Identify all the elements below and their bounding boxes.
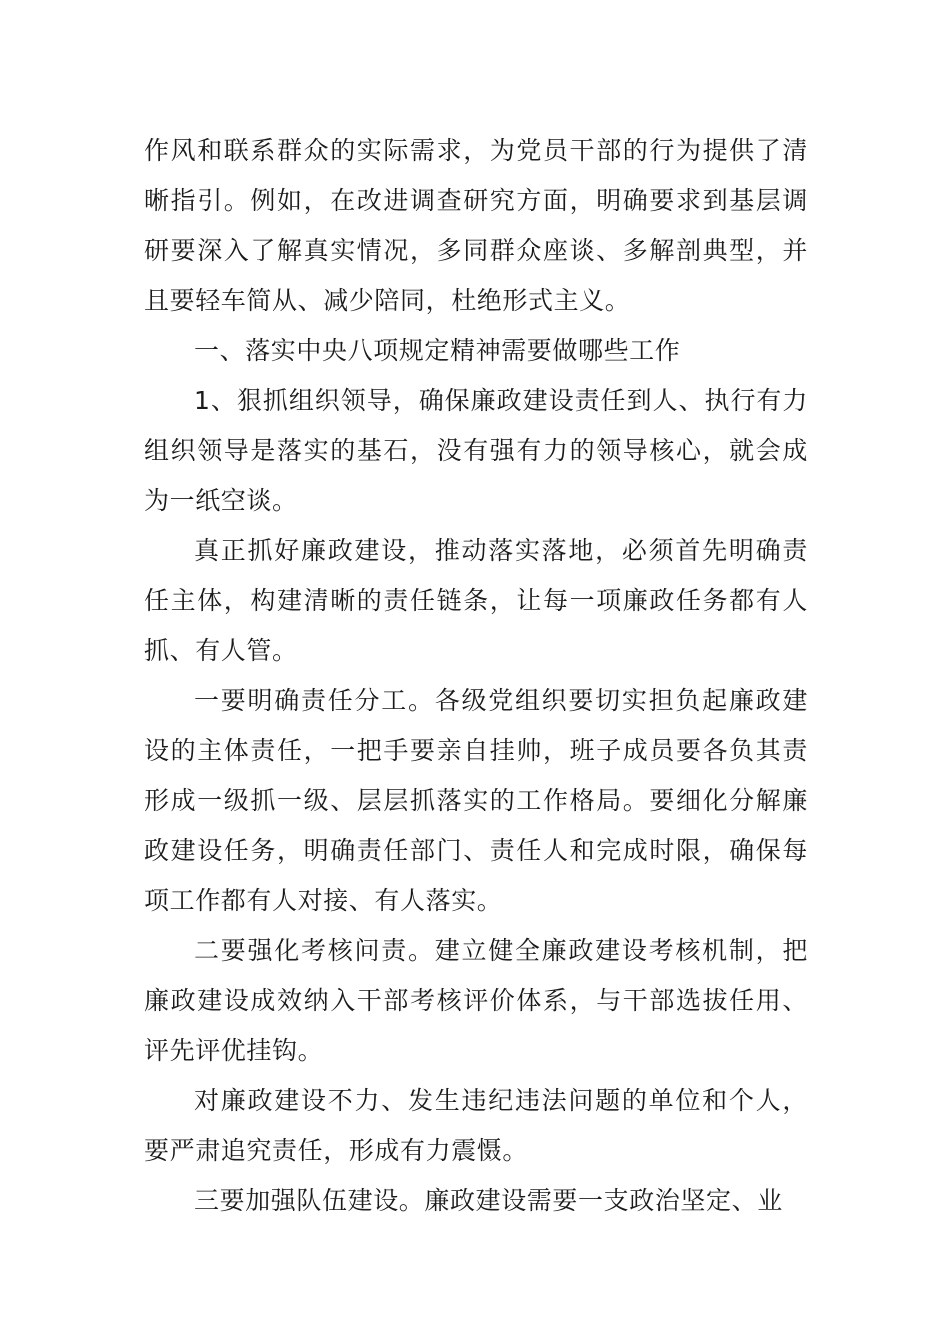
- paragraph: 三要加强队伍建设。廉政建设需要一支政治坚定、业: [194, 1186, 783, 1215]
- paragraph: 作风和联系群众的实际需求，为党员干部的行为提供了清晰指引。例如，在改进调查研究方面，明确要求到基层调研要深入了解真实情况，多同群众座谈、多解剖典型，并且要轻车简从、减少陪同，杜绝形式主义。: [144, 136, 808, 315]
- paragraph: 一要明确责任分工。各级党组织要切实担负起廉政建设的主体责任，一把手要亲自挂帅，班子成员要各负其责形成一级抓一级、层层抓落实的工作格局。要细化分解廉政建设任务，明确责任部门、责任人和完成时限，确保每项工作都有人对接、有人落实。: [144, 686, 808, 915]
- paragraph: 二要强化考核问责。建立健全廉政建设考核机制，把廉政建设成效纳入干部考核评价体系，与干部选拔任用、评先评优挂钩。: [144, 936, 808, 1065]
- paragraph: 1、狠抓组织领导，确保廉政建设责任到人、执行有力组织领导是落实的基石，没有强有力的领导核心，就会成为一纸空谈。: [144, 386, 808, 515]
- document-body: [144, 126, 808, 1226]
- paragraph: 真正抓好廉政建设，推动落实落地，必须首先明确责任主体，构建清晰的责任链条，让每一项廉政任务都有人抓、有人管。: [144, 536, 808, 665]
- paragraph: 对廉政建设不力、发生违纪违法问题的单位和个人，要严肃追究责任，形成有力震慑。: [144, 1086, 808, 1165]
- section-heading: 一、落实中央八项规定精神需要做哪些工作: [194, 336, 681, 365]
